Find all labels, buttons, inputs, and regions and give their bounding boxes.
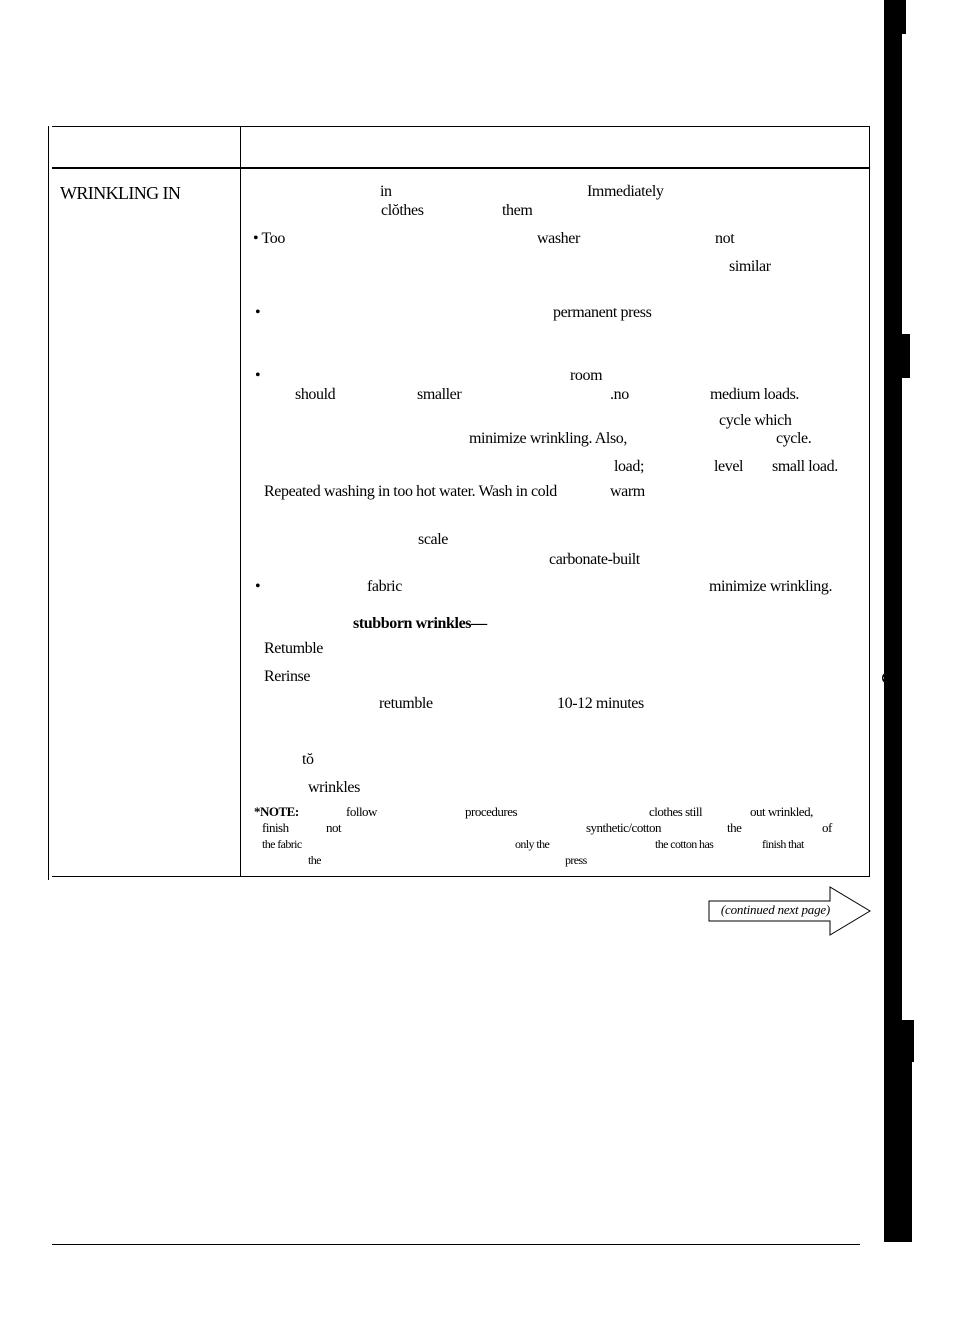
text-fragment: •	[255, 304, 261, 321]
text-fragment: the cotton has	[655, 837, 714, 851]
text-fragment: the fabric	[262, 837, 302, 851]
text-fragment: *NOTE:	[254, 804, 299, 819]
text-fragment: Repeated washing in too hot water. Wash in cold	[264, 483, 557, 500]
text-fragment: warm	[610, 483, 645, 500]
text-fragment: the	[727, 820, 742, 835]
text-fragment: in	[380, 183, 392, 200]
text-fragment: .no	[610, 386, 629, 403]
table-left-rule	[48, 126, 49, 880]
text-fragment: not	[715, 230, 735, 247]
text-fragment: Immediately	[587, 183, 664, 200]
text-fragment: clothes still	[649, 804, 703, 819]
text-fragment: 10-12 minutes	[557, 695, 644, 712]
text-fragment: out wrinkled,	[750, 804, 813, 819]
text-fragment: follow	[346, 804, 377, 819]
text-fragment: medium loads.	[710, 386, 800, 403]
text-fragment: minimize wrinkling.	[709, 578, 833, 595]
text-fragment: them	[502, 202, 533, 219]
table-bottom-rule	[52, 876, 870, 877]
table-header-rule	[52, 167, 870, 169]
text-fragment: carbonate-built	[549, 551, 640, 568]
text-fragment: Retumble	[264, 640, 324, 657]
text-fragment: wrinkles	[308, 779, 360, 796]
table-right-rule	[869, 126, 870, 877]
page-footer-rule	[52, 1244, 860, 1245]
text-fragment: cycle.	[776, 430, 812, 447]
table-column-divider	[240, 126, 241, 877]
text-fragment: cycle which	[719, 412, 792, 429]
text-fragment: level	[714, 458, 744, 475]
text-fragment: • Too	[253, 230, 285, 247]
text-fragment: finish	[262, 820, 289, 835]
text-fragment: finish that	[762, 837, 804, 851]
text-fragment: press	[565, 853, 587, 867]
text-fragment: clŏthes	[381, 202, 424, 219]
text-fragment: load;	[614, 458, 644, 475]
edge-tab-glyph: ȯ	[876, 672, 902, 684]
text-fragment: fabric	[367, 578, 402, 595]
text-fragment: •	[255, 367, 261, 384]
text-fragment: synthetic/cotton	[586, 820, 662, 835]
edge-tab-bar	[884, 0, 906, 34]
edge-tab-bar	[884, 1020, 914, 1062]
text-fragment: only the	[515, 837, 550, 851]
edge-tab-bar	[884, 34, 902, 334]
text-fragment: washer	[537, 230, 580, 247]
text-fragment: Rerinse	[264, 668, 311, 685]
text-fragment: •	[255, 578, 261, 595]
text-fragment: small load.	[772, 458, 838, 475]
text-fragment: should	[295, 386, 336, 403]
table-top-rule	[52, 126, 870, 127]
text-fragment: the	[308, 853, 321, 867]
text-fragment: minimize wrinkling. Also,	[469, 430, 627, 447]
edge-tab-bar	[884, 378, 902, 1020]
text-fragment: not	[326, 820, 342, 835]
text-fragment: scale	[418, 531, 448, 548]
text-fragment: permanent press	[553, 304, 652, 321]
text-fragment: procedures	[465, 804, 518, 819]
text-fragment: stubborn wrinkles—	[353, 615, 487, 632]
text-fragment: tŏ	[302, 751, 314, 768]
text-fragment: of	[822, 820, 832, 835]
text-fragment: retumble	[379, 695, 433, 712]
problem-heading: WRINKLING IN	[60, 183, 181, 203]
edge-tab-bar	[884, 1062, 912, 1242]
continued-next-page-label[interactable]: (continued next page)	[720, 902, 831, 917]
text-fragment: room	[570, 367, 603, 384]
edge-tab-bar	[884, 334, 910, 378]
text-fragment: similar	[729, 258, 771, 275]
text-fragment: smaller	[417, 386, 462, 403]
